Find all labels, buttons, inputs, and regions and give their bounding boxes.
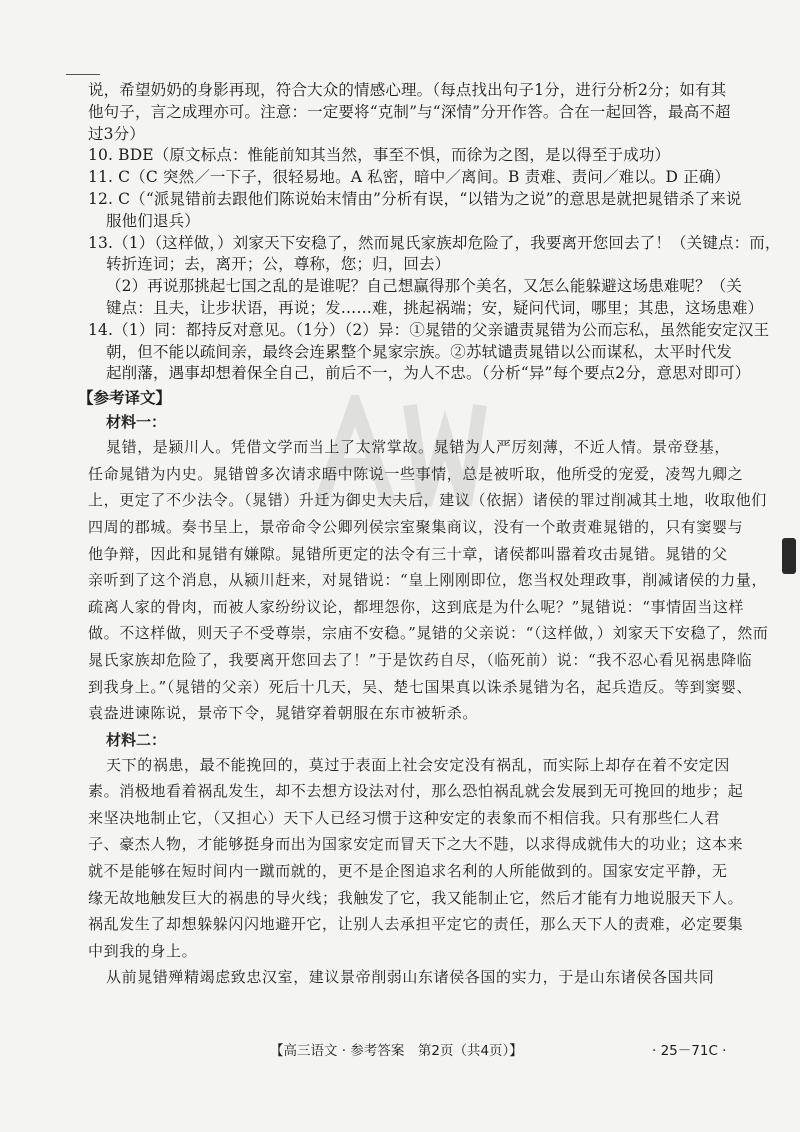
answer-line: 他句子，言之成理亦可。注意：一定要将“克制”与“深情”分开作答。合在一起回答，最高不超 [88, 102, 731, 121]
answer-14: 14.（1）同：都持反对意见。（1分）（2）异：①晁错的父亲谴责晁错为公而忘私，虽然能安定汉王 [88, 320, 770, 339]
translation-line: 任命晁错为内史。晁错曾多次请求晤中陈说一些事情，总是被听取，他所受的宠爱，凌驾九卿之 [88, 464, 744, 483]
translation-line: 缘无故地触发巨大的祸患的导火线；我触发了它，我又能制止它，然后才能有力地说服天下人。 [88, 888, 744, 907]
answer-14-cont: 起削藩，遇事却想着保全自己，前后不一，为人不忠。（分析“异”每个要点2分，意思对即可） [106, 364, 751, 383]
translation-line: 疏离人家的骨肉，而被人家纷纷议论，都埋怨你，这到底是为什么呢？”晁错说：“事情固当这样 [88, 597, 745, 616]
footer-exam-code: · 25－71C · [652, 1043, 727, 1059]
translation-line: 子、豪杰人物，才能够挺身而出为国家安定而冒天下之大不韪，以求得成就伟大的功业；这本来 [88, 835, 744, 854]
answer-section [88, 80, 781, 385]
answer-11: 11. C（C 突然／一下子，很轻易地。A 私密，暗中／离间。B 责难、责问／难以。D 正确） [88, 168, 731, 187]
answer-13-1: 13.（1）（这样做，）刘家天下安稳了，然而晁氏家族却危险了，我要离开您回去了！（关键点：而， [88, 233, 781, 252]
material-2-text [88, 752, 758, 991]
translation-line: 天下的祸患，最不能挽回的，莫过于表面上社会安定没有祸乱，而实际上却存在着不安定因 [106, 755, 731, 774]
translation-line: 晁氏家族却危险了，我要离开您回去了！”于是饮药自尽，（临死前）说：“我不忍心看见祸患降临 [88, 650, 753, 669]
translation-line: 上，更定了不少法令。（晁错）升迁为御史大夫后，建议（依据）诸侯的罪过削减其土地，收取他们 [88, 491, 767, 510]
translation-line: 从前晁错殚精竭虑致忠汉室，建议景帝削弱山东诸侯各国的实力，于是山东诸侯各国共同 [106, 968, 715, 987]
page-content [78, 80, 781, 991]
translation-line: 中到我的身上。 [88, 941, 198, 960]
translation-line: 他争辩，因此和晁错有嫌隙。晁错所更定的法令有三十章，诸侯都叫嚣着攻击晁错。晁错的父 [88, 544, 728, 563]
answer-14-cont: 朝，但不能以疏间亲，最终会连累整个晁家宗族。②苏轼谴责晁错以公而谋私，太平时代发 [106, 342, 733, 361]
translation-line: 袁盎进谏陈说，景帝下令，晁错穿着朝服在东市被斩杀。 [88, 704, 479, 723]
answer-line: 说，希望奶奶的身影再现，符合大众的情感心理。（每点找出句子1分，进行分析2分；如有其 [88, 81, 727, 99]
answer-10: 10. BDE（原文标点：惟能前知其当然，事至不惧，而徐为之图，是以得至于成功） [88, 146, 671, 165]
translation-line: 四周的郡城。奏书呈上，景帝命令公卿列侯宗室聚集商议，没有一个敢责难晁错的，只有窦婴与 [88, 517, 744, 536]
translation-line: 晁错，是颍川人。凭借文学而当上了太常掌故。晁错为人严厉刻薄，不近人情。景帝登基， [106, 438, 731, 457]
translation-line: 就不是能够在短时间内一蹴而就的，更不是企图追求名利的人所能做到的。国家安定平静，无 [88, 862, 728, 881]
footer-page-info: 【高三语文 · 参考答案 第2页（共4页）】 [270, 1043, 523, 1059]
page-footer [0, 1040, 800, 1062]
translation-line: 素。消极地看着祸乱发生，却不去想方设法对付，那么恐怕祸乱就会发展到无可挽回的地步；起 [88, 782, 744, 801]
reference-translation-heading: 【参考译文】 [78, 389, 172, 408]
page-edge-mark [782, 538, 796, 574]
answer-13-2: （2）再说那挑起七国之乱的是谁呢？自己想赢得那个美名，又怎么能躲避这场患难呢？（关 [106, 277, 743, 296]
answer-13-2-cont: 键点：且夫，让步状语，再说；发……难，挑起祸端；安，疑问代词，哪里；其患，这场患难） [106, 298, 764, 317]
material-1-text [88, 434, 769, 727]
top-rule-divider [66, 74, 100, 75]
translation-line: 来坚决地制止它，（又担心）天下人已经习惯于这种安定的表象而不相信我。只有那些仁人君 [88, 808, 721, 827]
answer-line: 过3分） [88, 124, 145, 143]
material-2-heading: 材料二： [106, 730, 167, 749]
translation-line: 祸乱发生了却想躲躲闪闪地避开它，让别人去承担平定它的责任，那么天下人的责难，必定要集 [88, 915, 744, 934]
translation-line: 亲听到了这个消息，从颍川赶来，对晁错说：“皇上刚刚即位，您当权处理政事，削减诸侯的力量， [88, 571, 768, 590]
material-1-heading: 材料一： [106, 413, 167, 432]
translation-line: 到我身上。”（晁错的父亲）死后十几天，吴、楚七国果真以诛杀晁错为名，起兵造反。等到窦婴、 [88, 677, 753, 696]
translation-line: 做。不这样做，则天子不受尊崇，宗庙不安稳。”晁错的父亲说：“（这样做，）刘家天下安稳了，然而 [88, 624, 769, 643]
answer-13-1-cont: 转折连词；去，离开；公，尊称，您；归，回去） [106, 255, 451, 274]
answer-12: 12. C（“派晁错前去跟他们陈说始末情由”分析有误，“以错为之说”的意思是就把晁错杀了来说 [88, 189, 742, 208]
answer-12-cont: 服他们退兵） [106, 211, 200, 230]
